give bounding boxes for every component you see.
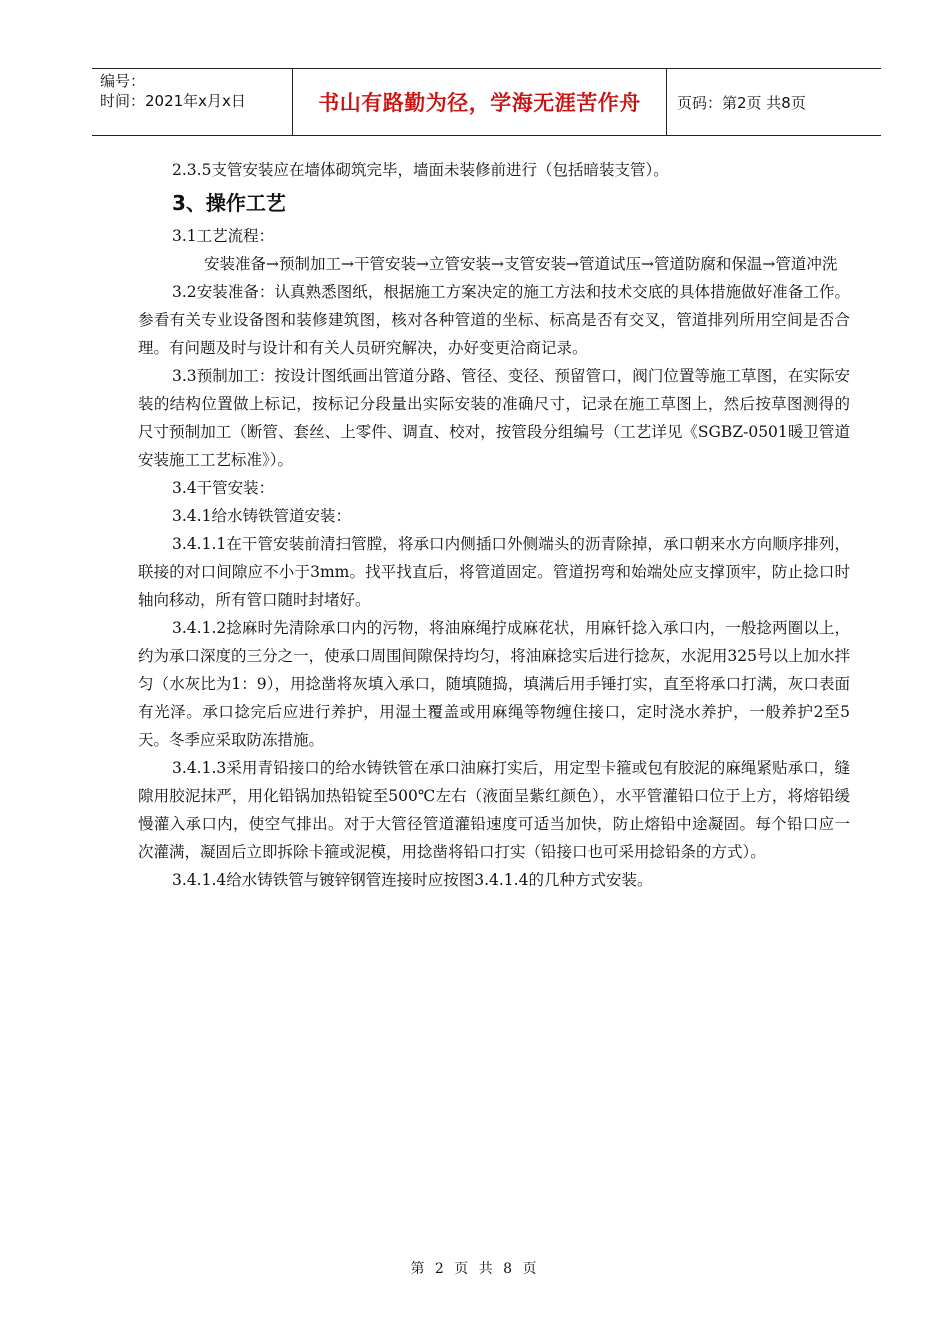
paragraph-2-3-5: 2.3.5支管安装应在墙体砌筑完毕，墙面未装修前进行（包括暗装支管）。 — [172, 161, 669, 179]
paragraph-3-1: 3.1工艺流程： — [172, 227, 275, 245]
header-motto: 书山有路勤为径，学海无涯苦作舟 — [293, 69, 667, 135]
paragraph-3-2: 3.2安装准备：认真熟悉图纸，根据施工方案决定的施工方法和技术交底的具体措施做好准备工作。参看有关专业设备图和装修建筑图，核对各种管道的坐标、标高是否有交叉，管道排列所用空间是否合理。有问题及时与设计和有关人员研究解决，办好变更洽商记录。 — [138, 283, 850, 357]
page-footer: 第 2 页 共 8 页 — [410, 1261, 540, 1277]
paragraph-3-4-1: 3.4.1给水铸铁管道安装： — [172, 507, 351, 525]
doc-number-label: 编号： — [100, 72, 146, 90]
page-header — [92, 68, 881, 136]
header-page-info: 页码：第2页 共8页 — [677, 93, 806, 112]
process-flow: 安装准备→预制加工→干管安装→立管安装→支管安装→管道试压→管道防腐和保温→管道冲洗 — [204, 255, 838, 273]
paragraph-3-4: 3.4干管安装： — [172, 479, 275, 497]
header-meta-cell — [92, 69, 293, 135]
doc-time: 时间：2021年x月x日 — [100, 92, 246, 110]
paragraph-3-4-1-1: 3.4.1.1在干管安装前清扫管膛，将承口内侧插口外侧端头的沥青除掉，承口朝来水方向顺序排列，联接的对口间隙应不小于3mm。找平找直后，将管道固定。管道拐弯和始端处应支撑顶牢，防止捻口时轴向移动，所有管口随时封堵好。 — [138, 535, 850, 609]
document-body — [138, 156, 850, 894]
paragraph-3-3: 3.3预制加工：按设计图纸画出管道分路、管径、变径、预留管口，阀门位置等施工草图，在实际安装的结构位置做上标记，按标记分段量出实际安装的准确尺寸，记录在施工草图上，然后按草图测得的尺寸预制加工（断管、套丝、上零件、调直、校对，按管段分组编号（工艺详见《SGBZ-0501暖卫管道安装施工工艺标准》）。 — [138, 367, 850, 469]
section-heading-3: 3、操作工艺 — [172, 191, 286, 215]
paragraph-3-4-1-4: 3.4.1.4给水铸铁管与镀锌钢管连接时应按图3.4.1.4的几种方式安装。 — [172, 871, 653, 889]
paragraph-3-4-1-3: 3.4.1.3采用青铅接口的给水铸铁管在承口油麻打实后，用定型卡箍或包有胶泥的麻绳紧贴承口，缝隙用胶泥抹严，用化铅锅加热铅锭至500℃左右（液面呈紫红颜色），水平管灌铅口位于上方，将熔铅缓慢灌入承口内，使空气排出。对于大管径管道灌铅速度可适当加快，防止熔铅中途凝固。每个铅口应一次灌满，凝固后立即拆除卡箍或泥模，用捻凿将铅口打实（铅接口也可采用捻铅条的方式）。 — [138, 759, 850, 861]
paragraph-3-4-1-2: 3.4.1.2捻麻时先清除承口内的污物，将油麻绳拧成麻花状，用麻钎捻入承口内，一般捻两圈以上，约为承口深度的三分之一，使承口周围间隙保持均匀，将油麻捻实后进行捻灰，水泥用325号以上加水拌匀（水灰比为1：9），用捻凿将灰填入承口，随填随捣，填满后用手锤打实，直至将承口打满，灰口表面有光泽。承口捻完后应进行养护，用湿土覆盖或用麻绳等物缠住接口，定时浇水养护，一般养护2至5天。冬季应采取防冻措施。 — [138, 619, 850, 749]
